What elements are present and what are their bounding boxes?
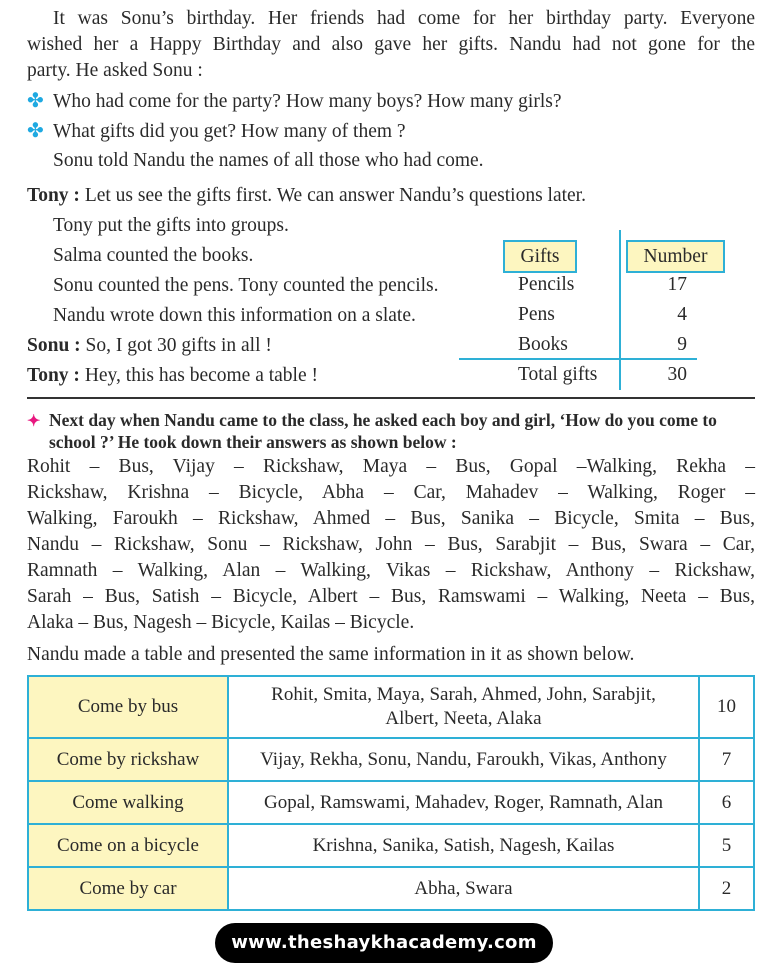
count-cell: 5 xyxy=(699,824,754,867)
count-cell: 2 xyxy=(699,867,754,910)
mode-cell: Come by car xyxy=(28,867,228,910)
mode-cell: Come walking xyxy=(28,781,228,824)
names-cell: Gopal, Ramswami, Mahadev, Roger, Ramnath, Alan xyxy=(228,781,699,824)
count-cell: 7 xyxy=(699,738,754,781)
table-row xyxy=(28,867,754,910)
sonu-line-text: So, I got 30 gifts in all ! xyxy=(80,335,272,356)
survey-answers-line-4: Nandu – Rickshaw, Sonu – Rickshaw, John – Bus, Sarabjit – Bus, Swara – Car, xyxy=(27,534,755,555)
names-line: Albert, Neeta, Alaka xyxy=(385,708,542,729)
mode-cell: Come by rickshaw xyxy=(28,738,228,781)
gifts-header: Gifts xyxy=(503,240,577,273)
narration-line-1: Tony put the gifts into groups. xyxy=(53,215,289,236)
sonu-line xyxy=(27,334,272,358)
question-1-text: Who had come for the party? How many boys? How many girls? xyxy=(53,91,562,112)
question-1 xyxy=(27,89,562,114)
tony-line-1-text: Let us see the gifts first. We can answer Nandu’s questions later. xyxy=(79,185,586,206)
intro-line-2: wished her a Happy Birthday and also gave her gifts. Nandu had not gone for the xyxy=(27,34,755,55)
speaker-sonu: Sonu : xyxy=(27,335,81,356)
gift-name: Books xyxy=(518,334,568,355)
gifts-table-total-divider xyxy=(459,358,697,360)
flower-bullet-icon: ✤ xyxy=(27,120,44,142)
table-row xyxy=(28,781,754,824)
survey-answers-line-2: Rickshaw, Krishna – Bicycle, Abha – Car, Mahadev – Walking, Roger – xyxy=(27,482,755,503)
intro-line-3: party. He asked Sonu : xyxy=(27,60,203,81)
question-2 xyxy=(27,119,406,144)
mode-cell: Come by bus xyxy=(28,676,228,738)
count-cell: 10 xyxy=(699,676,754,738)
survey-answers-line-7: Alaka – Bus, Nagesh – Bicycle, Kailas – Bicycle. xyxy=(27,612,415,633)
survey-instruction-text-1: Next day when Nandu came to the class, he asked each boy and girl, ‘How do you come to xyxy=(49,410,717,430)
intro-line-1: It was Sonu’s birthday. Her friends had come for her birthday party. Everyone xyxy=(53,8,755,29)
names-cell xyxy=(228,676,699,738)
survey-answers-line-6: Sarah – Bus, Satish – Bicycle, Albert – Bus, Ramswami – Walking, Neeta – Bus, xyxy=(27,586,755,607)
speaker-tony: Tony : xyxy=(27,365,80,386)
names-cell: Krishna, Sanika, Satish, Nagesh, Kailas xyxy=(228,824,699,867)
tony-line-2-text: Hey, this has become a table ! xyxy=(79,365,319,386)
survey-answers-line-3: Walking, Faroukh – Rickshaw, Ahmed – Bus, Sanika – Bicycle, Smita – Bus, xyxy=(27,508,755,529)
survey-answers-line-1: Rohit – Bus, Vijay – Rickshaw, Maya – Bus, Gopal –Walking, Rekha – xyxy=(27,456,755,477)
table-row xyxy=(28,676,754,738)
mode-cell: Come on a bicycle xyxy=(28,824,228,867)
table-row xyxy=(28,738,754,781)
flower-bullet-icon: ✤ xyxy=(27,90,44,112)
diamond-bullet-icon: ✦ xyxy=(27,413,41,430)
narration-line-3: Sonu counted the pens. Tony counted the pencils. xyxy=(53,275,439,296)
gift-name: Pens xyxy=(518,304,555,325)
gift-count: 17 xyxy=(667,274,687,295)
website-watermark: www.theshaykhacademy.com xyxy=(215,923,553,963)
names-cell: Vijay, Rekha, Sonu, Nandu, Faroukh, Vikas, Anthony xyxy=(228,738,699,781)
narration-line-2: Salma counted the books. xyxy=(53,245,254,266)
survey-instruction-line-2: school ?’ He took down their answers as shown below : xyxy=(49,432,457,452)
gifts-table-vertical-divider xyxy=(619,230,621,390)
survey-answers-line-5: Ramnath – Walking, Alan – Walking, Vikas – Rickshaw, Anthony – Rickshaw, xyxy=(27,560,755,581)
number-header: Number xyxy=(626,240,725,273)
sonu-told-line: Sonu told Nandu the names of all those who had come. xyxy=(53,150,484,171)
names-cell: Abha, Swara xyxy=(228,867,699,910)
gift-count: 4 xyxy=(677,304,687,325)
total-gifts-value: 30 xyxy=(667,364,687,385)
section-divider xyxy=(27,397,755,399)
table-intro: Nandu made a table and presented the same information in it as shown below. xyxy=(27,644,635,665)
gift-count: 9 xyxy=(677,334,687,355)
names-line: Rohit, Smita, Maya, Sarah, Ahmed, John, Sarabjit, xyxy=(271,684,656,705)
transport-table xyxy=(27,675,755,911)
table-row xyxy=(28,824,754,867)
count-cell: 6 xyxy=(699,781,754,824)
narration-line-4: Nandu wrote down this information on a slate. xyxy=(53,305,416,326)
question-2-text: What gifts did you get? How many of them ? xyxy=(53,121,406,142)
speaker-tony: Tony : xyxy=(27,185,80,206)
tony-line-2 xyxy=(27,364,318,388)
tony-line-1 xyxy=(27,184,586,208)
total-gifts-label: Total gifts xyxy=(518,364,598,385)
gift-name: Pencils xyxy=(518,274,575,295)
survey-instruction-line-1 xyxy=(27,409,717,433)
